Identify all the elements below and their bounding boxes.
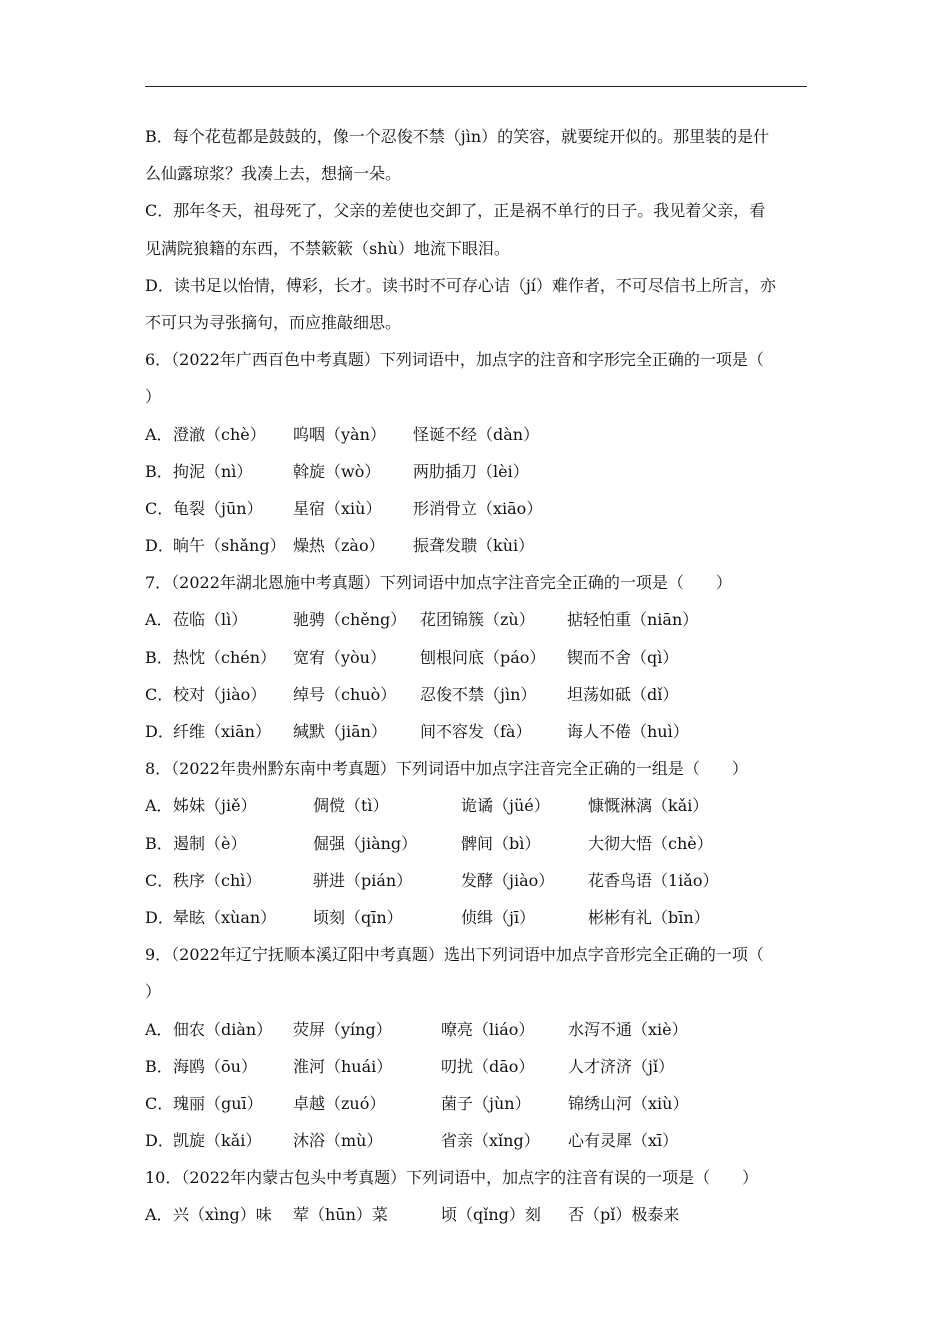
- option-label: C．: [145, 1093, 174, 1113]
- option-word: 卓越（zuó）: [293, 1093, 386, 1113]
- option-word: 形消骨立（xiāo）: [413, 498, 543, 518]
- option-label: B．: [145, 833, 173, 853]
- option-label: D．: [145, 1131, 174, 1151]
- option-word: 间不容发（fà）: [420, 722, 532, 741]
- option-label: A．: [145, 796, 173, 816]
- option-word: 顷刻（qīn）: [313, 907, 403, 927]
- option-word: 菌子（jùn）: [441, 1093, 531, 1113]
- option-label: A．: [145, 1019, 173, 1039]
- option-word: 斡旋（wò）: [293, 461, 381, 481]
- option-word: 振聋发聩（kùi）: [413, 536, 535, 556]
- option-word: 花香鸟语（1iǎo）: [588, 870, 719, 890]
- option-word: 刨根问底（páo）: [420, 647, 546, 667]
- option-word: 心有灵犀（xī）: [568, 1131, 679, 1151]
- question-9-option-b: [145, 1048, 807, 1085]
- option-word: 水泻不通（xiè）: [568, 1019, 688, 1039]
- option-label: A．: [145, 610, 173, 630]
- option-word: 沐浴（mù）: [293, 1131, 383, 1151]
- option-word: 诡谲（jüé）: [461, 796, 550, 816]
- option-word: 荤（hūn）菜: [293, 1205, 388, 1225]
- option-word: 瑰丽（guī）: [173, 1093, 263, 1113]
- question-9-option-d: [145, 1122, 807, 1159]
- option-word: 叨扰（dāo）: [441, 1056, 535, 1076]
- question-8-stem: 8．（2022年贵州黔东南中考真题）下列词语中加点字注音完全正确的一组是（ ）: [145, 759, 748, 779]
- option-word: 拘泥（nì）: [173, 461, 253, 481]
- option-word: 倜傥（tì）: [313, 796, 389, 816]
- option-word: 兴（xìng）味: [173, 1205, 272, 1225]
- question-7-option-d: [145, 713, 807, 750]
- question-10-option-a: [145, 1196, 807, 1233]
- option-label: C．: [145, 498, 174, 518]
- question-9-option-a: [145, 1011, 807, 1048]
- option-word: 嘹亮（liáo）: [441, 1019, 535, 1039]
- question-7-option-a: [145, 601, 807, 638]
- option-word: 凯旋（kǎi）: [173, 1131, 262, 1151]
- option-word: 大彻大悟（chè）: [588, 833, 713, 853]
- option-word: 驰骋（chěng）: [293, 610, 407, 630]
- question-6-option-c: [145, 490, 807, 527]
- option-label: D．: [145, 907, 174, 927]
- option-word: 忍俊不禁（jìn）: [420, 684, 537, 704]
- option-word: 姊妹（jiě）: [173, 796, 257, 816]
- option-word: 秩序（chì）: [173, 870, 262, 890]
- option-label: C．: [145, 684, 174, 704]
- option-word: 锲而不舍（qì）: [567, 647, 679, 667]
- option-word: 坦荡如砥（dǐ）: [567, 684, 679, 704]
- option-word: 宽宥（yòu）: [293, 647, 386, 667]
- option-word: 倔强（jiàng）: [313, 833, 418, 853]
- option-word: 慷慨淋漓（kǎi）: [588, 796, 709, 816]
- option-word: 燥热（zào）: [293, 536, 385, 556]
- question-6-option-d: [145, 527, 807, 564]
- prev-option-line: 不可只为寻张摘句，而应推敲细思。: [145, 312, 402, 332]
- header-rule: [145, 86, 807, 87]
- question-9-option-c: [145, 1085, 807, 1122]
- option-word: 彬彬有礼（bīn）: [588, 907, 710, 927]
- option-word: 锦绣山河（xiù）: [568, 1093, 689, 1113]
- prev-option-line: 么仙露琼浆？我凑上去，想摘一朵。: [145, 164, 402, 184]
- option-word: 绰号（chuò）: [293, 684, 397, 704]
- option-word: 晌午（shǎng）: [173, 536, 286, 556]
- option-word: 澄澈（chè）: [173, 424, 266, 444]
- option-label: B．: [145, 1056, 173, 1076]
- option-word: 人才济济（jǐ）: [568, 1056, 675, 1076]
- option-label: A．: [145, 424, 173, 444]
- question-6-stem: 6．（2022年广西百色中考真题）下列词语中，加点字的注音和字形完全正确的一项是（: [145, 350, 764, 370]
- option-label: B．: [145, 647, 173, 667]
- option-word: 荧屏（yíng）: [293, 1019, 392, 1039]
- question-7-stem: 7．（2022年湖北恩施中考真题）下列词语中加点字注音完全正确的一项是（ ）: [145, 573, 732, 593]
- question-6-option-b: [145, 453, 807, 490]
- option-word: 校对（jiào）: [173, 684, 267, 704]
- prev-option-line: D．读书足以怡情，傅彩，长才。读书时不可存心诘（jí）难作者，不可尽信书上所言，亦: [145, 275, 776, 295]
- option-word: 两肋插刀（lèi）: [413, 461, 529, 481]
- option-word: 骈进（pián）: [313, 870, 413, 890]
- option-word: 花团锦簇（zù）: [420, 610, 535, 630]
- option-word: 纤维（xiān）: [173, 722, 271, 741]
- question-10-stem: 10．（2022年内蒙古包头中考真题）下列词语中，加点字的注音有误的一项是（ ）: [145, 1168, 759, 1188]
- option-label: C．: [145, 870, 174, 890]
- option-label: D．: [145, 536, 174, 556]
- option-label: D．: [145, 722, 174, 741]
- option-word: 省亲（xǐng）: [441, 1131, 540, 1151]
- option-word: 髀间（bì）: [461, 833, 541, 853]
- option-word: 发酵（jiào）: [461, 870, 555, 890]
- prev-option-line: C．那年冬天，祖母死了，父亲的差使也交卸了，正是祸不单行的日子。我见着父亲，看: [145, 201, 766, 221]
- option-word: 星宿（xiù）: [293, 498, 382, 518]
- question-8-option-c: [145, 862, 807, 899]
- question-7-option-c: [145, 676, 807, 713]
- prev-option-line: 见满院狼籍的东西，不禁簌簌（shù）地流下眼泪。: [145, 238, 510, 258]
- question-9-stem: 9．（2022年辽宁抚顺本溪辽阳中考真题）选出下列词语中加点字音形完全正确的一项（: [145, 945, 764, 965]
- option-word: 顷（qǐng）刻: [441, 1205, 541, 1225]
- question-8-option-a: [145, 787, 807, 824]
- question-6-option-a: [145, 416, 807, 453]
- option-word: 海鸥（ōu）: [173, 1056, 257, 1076]
- option-word: 缄默（jiān）: [293, 722, 387, 741]
- option-word: 诲人不倦（huì）: [567, 722, 689, 741]
- question-6-stem-cont: ）: [145, 387, 162, 407]
- question-8-option-d: [145, 899, 807, 936]
- option-word: 否（pǐ）极泰来: [568, 1205, 680, 1225]
- question-7-option-b: [145, 639, 807, 676]
- option-word: 侦缉（jī）: [461, 907, 536, 927]
- document-body: [145, 118, 807, 1234]
- prev-option-line: B．每个花苞都是鼓鼓的，像一个忍俊不禁（jìn）的笑容，就要绽开似的。那里装的是什: [145, 127, 770, 146]
- option-word: 莅临（lì）: [173, 610, 248, 630]
- option-word: 佃农（diàn）: [173, 1019, 273, 1039]
- option-word: 掂轻怕重（niān）: [567, 610, 699, 630]
- option-label: A．: [145, 1205, 173, 1225]
- option-word: 龟裂（jūn）: [173, 498, 263, 518]
- option-word: 热忱（chén）: [173, 647, 277, 667]
- option-word: 怪诞不经（dàn）: [413, 424, 540, 444]
- question-9-stem-cont: ）: [145, 982, 162, 1002]
- option-word: 晕眩（xùan）: [173, 907, 277, 927]
- option-word: 呜咽（yàn）: [293, 424, 386, 444]
- option-word: 遏制（è）: [173, 833, 247, 853]
- option-word: 淮河（huái）: [293, 1056, 393, 1076]
- option-label: B．: [145, 461, 173, 481]
- question-8-option-b: [145, 825, 807, 862]
